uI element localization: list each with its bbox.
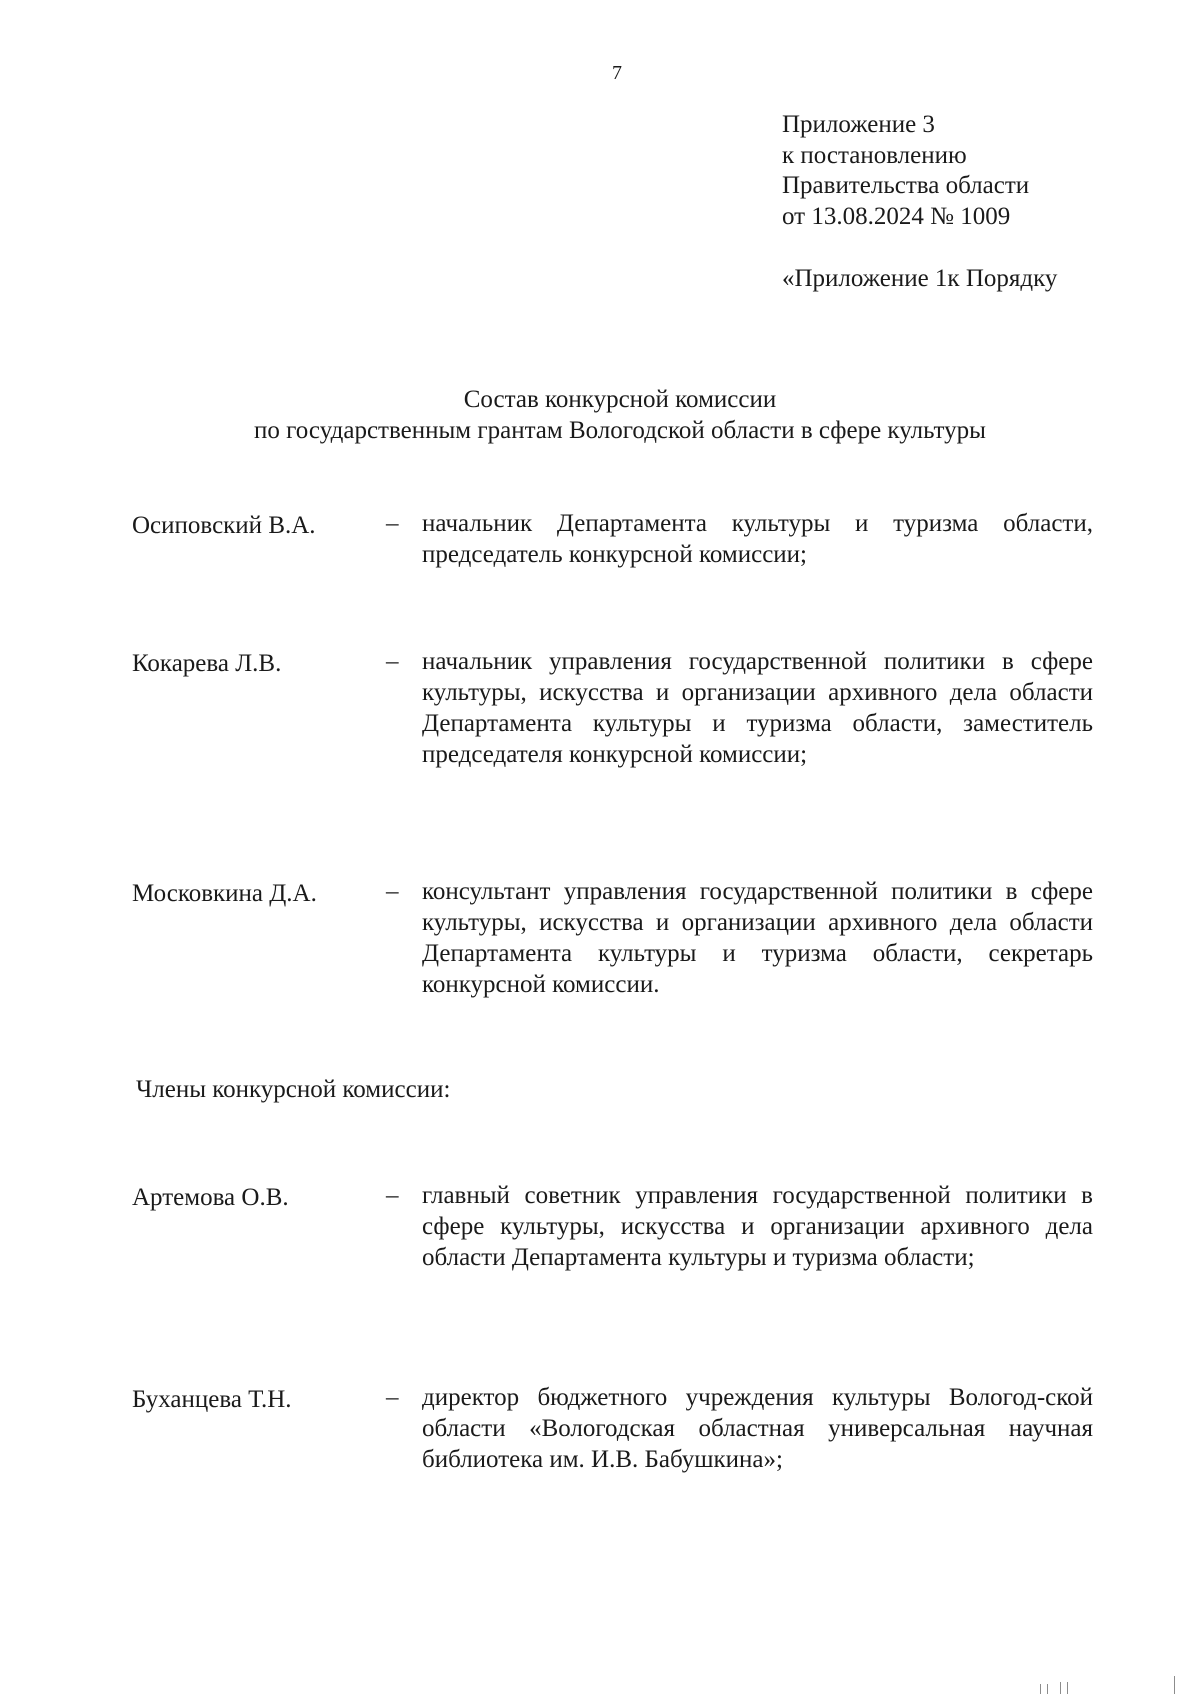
dash: – — [386, 1182, 399, 1209]
appendix-line: Правительства области — [782, 172, 1030, 199]
members-heading: Члены конкурсной комиссии: — [136, 1076, 451, 1103]
title-line: по государственным грантам Вологодской области в сфере культуры — [254, 417, 986, 444]
appendix-line: от 13.08.2024 № 1009 — [782, 202, 1011, 230]
appendix-line: к постановлению — [782, 141, 967, 169]
dash: – — [386, 510, 399, 537]
member-name: Московкина Д.А. — [132, 880, 317, 907]
member-position: начальник Департамента культуры и туризма области, председатель конкурсной комиссии; — [422, 510, 1093, 568]
member-name: Буханцева Т.Н. — [132, 1386, 292, 1413]
member-name: Осиповский В.А. — [132, 512, 316, 539]
member-name: Артемова О.В. — [132, 1184, 289, 1211]
title-line: Состав конкурсной комиссии — [463, 386, 777, 413]
member-position: консультант управления государственной политики в сфере культуры, искусства и организации архивного дела области Департамента культуры и туризма области, секретарь конкурсной комиссии. — [422, 878, 1093, 998]
member-position: главный советник управления государственной политики в сфере культуры, искусства и организации архивного дела области Департамента культуры и туризма области; — [422, 1182, 1093, 1271]
scan-artifact — [1067, 1682, 1068, 1694]
order-reference: «Приложение 1к Порядку — [782, 265, 1058, 292]
member-position: начальник управления государственной политики в сфере культуры, искусства и организации архивного дела области Департамента культуры и туризма области, заместитель председателя конкурсной комиссии; — [422, 648, 1093, 768]
document-title — [0, 384, 1200, 446]
scan-artifact — [1060, 1682, 1061, 1694]
appendix-line: Приложение 3 — [782, 111, 935, 138]
dash: – — [386, 1384, 399, 1411]
member-name: Кокарева Л.В. — [132, 650, 282, 677]
member-position: директор бюджетного учреждения культуры Вологод-ской области «Вологодская областная универсальная научная библиотека им. И.В. Бабушкина»; — [422, 1384, 1093, 1473]
scan-artifact — [1047, 1684, 1048, 1694]
dash: – — [386, 648, 399, 675]
scan-artifact — [1174, 1676, 1175, 1694]
scan-artifact — [1040, 1684, 1041, 1694]
appendix-header — [782, 110, 1029, 232]
page-number: 7 — [612, 62, 622, 84]
dash: – — [386, 878, 399, 905]
